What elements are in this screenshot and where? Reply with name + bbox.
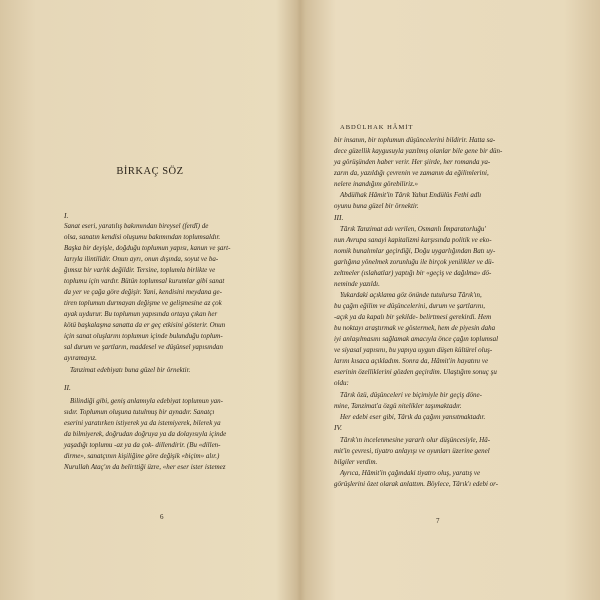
text-line: Abdülhak Hâmit'in Târık Yahut Endülüs Fethi adlı: [340, 191, 482, 199]
text-line: Târık özü, düşünceleri ve biçimiyle bir geçiş döne-: [340, 391, 482, 399]
right-page: [300, 0, 600, 600]
text-line: olsa, sanatın kendisi oluşumu bakımından toplumsaldır.: [64, 233, 221, 241]
text-line: toplumu için vardır. Bütün toplumsal kurumlar gibi sanat: [64, 277, 225, 285]
text-line: Sanat eseri, yaratılış bakımından bireysel (ferdî) de: [64, 222, 209, 230]
text-line: Her edebi eser gibi, Târık da çağını yansıtmaktadır.: [340, 413, 486, 421]
text-line: nelere inandığını görebiliriz.»: [334, 180, 419, 188]
page-number: 7: [436, 517, 440, 525]
text-line: Târık'ın incelenmesine yararlı olur düşüncesiyle, Hâ-: [340, 436, 491, 444]
text-line: -açık ya da kapalı bir şekilde- belirtmesi gerekirdi. Hem: [334, 313, 492, 321]
text-line: ğımsız bir varlık değildir. Tersine, toplumla birlikte ve: [64, 266, 216, 274]
text-line: oldu:: [334, 379, 349, 387]
text-line: kötü başkalaşma sanatta da er geç etkisini gösterir. Onun: [64, 321, 226, 329]
text-line: iyi anlaşılmasını sağlamak amacıyla önce çağın toplumsal: [334, 335, 499, 343]
text-line: Tanzimat edebiyatı buna güzel bir örnektir.: [70, 366, 191, 374]
text-line: Bilindiği gibi, geniş anlamıyla edebiyat toplumun yan-: [70, 397, 224, 405]
text-line: Târık Tanzimat adı verilen, Osmanlı İmparatorluğu': [340, 225, 486, 233]
text-line: eserini yaratırken istiyerek ya da istemiyerek, bilerek ya: [64, 419, 221, 427]
text-line: larını kısaca açıkladım. Sonra da, Hâmit'in hayatını ve: [334, 357, 489, 365]
text-line: nun Avrupa sanayi kapitalizmi karşısında politik ve eko-: [334, 236, 492, 244]
text-line: Nurullah Ataç'ın da belirttiği üzre, «her eser ister istemez: [64, 463, 226, 471]
text-line: sıdır. Toplumun oluşuna tutulmuş bir aynadır. Sanatçı: [64, 408, 215, 416]
text-line: zarın da, yazıldığı çevrenin ve zamanın da eğilimlerini,: [334, 169, 489, 177]
text-line: ayıramayız.: [64, 354, 97, 362]
running-header: ABDÜLHAK HÂMİT: [340, 124, 414, 131]
text-line: yaşadığı toplumu -az ya da çok- dillendirir. (Bu «dillen-: [64, 441, 221, 449]
section-number: IV.: [334, 423, 342, 432]
text-line: neminde yazıldı.: [334, 280, 380, 288]
text-line: dirme», sanatçının kişiliğine göre değişik «biçim» alır.): [64, 452, 220, 460]
text-line: zeltmeler (ıslahatlar) yaptığı bir «geçiş ve dağılma» dö-: [334, 269, 492, 277]
text-line: mit'in çevresi, tiyatro anlayışı ve oyunları üzerine genel: [334, 447, 490, 455]
page-number: 6: [160, 513, 164, 521]
chapter-title: BİRKAÇ SÖZ: [116, 166, 184, 177]
text-line: mine, Tanzimat'a özgü nitelikler taşımaktadır.: [334, 402, 462, 410]
text-line: nomik bunalımlar geçirdiği, Doğu uygarlığından Batı uy-: [334, 247, 496, 255]
text-line: sal durum ve şartların, maddesel ve düşünsel yapısından: [64, 343, 224, 351]
text-line: da bilmiyerek, doğrudan doğruya ya da dolayısıyla içinde: [64, 430, 227, 438]
text-line: dece güzellik kaygusuyla yazılmış olanlar bile gene bir dün-: [334, 147, 503, 155]
text-line: garlığına yönelmek zorunluğu ile birçok yenilikler ve dü-: [334, 258, 494, 266]
text-line: Yukardaki açıklama göz önünde tutulursa Târık'ın,: [340, 291, 482, 299]
text-line: tiren toplumun durmayan değişme ve gelişmesine az çok: [64, 299, 222, 307]
text-line: Başka bir deyişle, doğduğu toplumun yapısı, kanun ve şart-: [64, 244, 231, 252]
text-line: da yer ve çağa göre değişir. Yani, kendisini meydana ge-: [64, 288, 222, 296]
text-line: oyunu buna güzel bir örnektir.: [334, 202, 419, 210]
text-line: bu çağın eğilim ve düşüncelerini, durum ve şartlarını,: [334, 302, 486, 310]
text-line: ayak uydurur. Bu toplumun yapısında ortaya çıkan her: [64, 310, 218, 318]
text-line: görüşlerini özet olarak anlattım. Böylece, Târık'ı edebi or-: [334, 480, 499, 488]
text-line: ya görüşünden haber verir. Her şiirde, her romanda ya-: [334, 158, 491, 166]
text-line: bir insanın, bir toplumun düşüncelerini bildirir. Hatta sa-: [334, 136, 496, 144]
text-line: Ayrıca, Hâmit'in çağındaki tiyatro oluş, yaratış ve: [340, 469, 481, 477]
section-number: I.: [64, 211, 69, 220]
text-line: larıyla ilintilidir. Onun ayrı, onun dışında, soyut ve ba-: [64, 255, 219, 263]
text-line: bu noktayı araştırmak ve göstermek, hem de piyesin daha: [334, 324, 496, 332]
text-line: için sanat oluşlarını toplumun içinde bulunduğu toplum-: [64, 332, 223, 340]
text-line: bilgiler verdim.: [334, 458, 378, 466]
section-number: II.: [64, 383, 71, 392]
text-line: eserinin özelliklerini gözden geçirdim. Ulaştığım sonuç şu: [334, 368, 497, 376]
section-number: III.: [334, 213, 344, 222]
text-line: ve siyasal yapısını, bu yapıya uygun düşen kültürel oluş-: [334, 346, 493, 354]
